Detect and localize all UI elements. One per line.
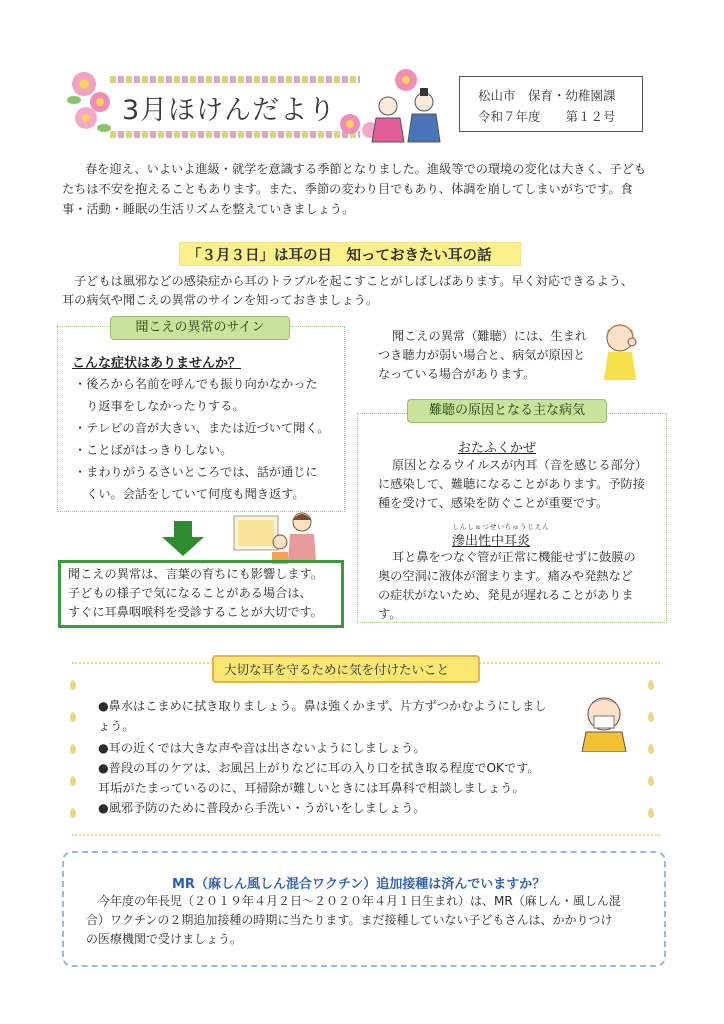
drop-decoration: [70, 680, 76, 690]
mr-line: 今年度の年長児（２０１９年４月２日～２０２０年４月１日生まれ）は、MR（麻しん・風しん混: [98, 894, 621, 908]
disease-line: の症状がないため、発見が遅れることがありま: [378, 588, 634, 602]
signs-question: こんな症状はありませんか？: [72, 356, 242, 371]
mr-line: の医療機関で受けましょう。: [86, 932, 243, 946]
child-watching-tv-icon: [230, 508, 322, 566]
disease-line: 耳と鼻をつなぐ管が正常に機能せずに鼓膜の: [392, 550, 636, 564]
drop-decoration: [70, 776, 76, 786]
ear-day-line: 子どもは風邪などの感染症から耳のトラブルを起こすことがしばしばあります。早く対応できるよう、: [74, 274, 634, 288]
intro-line: 春を迎え、いよいよ進級・就学を意識する季節となりました。進級等での環境の変化は大きく、子ども: [85, 162, 647, 176]
page-title: 3月ほけんだより: [122, 95, 337, 126]
intro-line: 事・活動・睡眠の生活リズムを整えていきましょう。: [62, 202, 355, 216]
care-line: ●鼻水はこまめに拭き取りましょう。鼻は強くかまず、片方ずつかむようにしまし: [98, 699, 547, 713]
signs-item: ・後ろから名前を呼んでも振り向かなかった: [74, 377, 318, 391]
ear-day-heading: 「３月３日」は耳の日 知っておきたい耳の話: [187, 248, 492, 264]
drop-decoration: [70, 712, 76, 722]
diseases-label: 難聴の原因となる主な病気: [407, 399, 607, 423]
drop-decoration: [648, 744, 654, 754]
signs-item: り返事をしなかったりする。: [74, 399, 245, 413]
signs-item: ・テレビの音が大きい、または近づいて聞く。: [74, 421, 330, 435]
disease-title: おたふくかぜ: [458, 441, 537, 456]
disease-ruby: しんしゅつせいちゅうじえん: [452, 523, 550, 531]
disease-line: に感染して、難聴になることがあります。予防接: [378, 477, 645, 491]
disease-line: 種を受けて、感染を防ぐことが重要です。: [378, 496, 609, 510]
disease-line: 奥の空洞に液体が溜まります。痛みや発熱など: [378, 569, 633, 583]
down-arrow-icon: [160, 521, 206, 557]
hearing-loss-line: 聞こえの異常（難聴）には、生まれ: [392, 329, 587, 343]
drop-decoration: [648, 680, 654, 690]
disease-line: 原因となるウイルスが内耳（音を感じる部分）: [392, 458, 648, 472]
signs-item: くい。会話をしていて何度も聞き返す。: [74, 487, 305, 501]
notice-line: すぐに耳鼻咽喉科を受診することが大切です。: [68, 605, 323, 619]
flower-decoration-left-icon: [64, 66, 120, 146]
care-line: ●普段の耳のケアは、お風呂上がりなどに耳の入り口を拭き取る程度でOKです。: [98, 761, 540, 775]
organization-name: 松山市 保育・幼稚園課: [478, 88, 616, 103]
hearing-loss-line: つき聴力が弱い場合と、病気が原因と: [378, 348, 586, 362]
signs-item: ・まわりがうるさいところでは、話が通じに: [74, 465, 318, 479]
issue-number: 令和７年度 第１２号: [478, 109, 616, 124]
drop-decoration: [648, 712, 654, 722]
title-band-bottom: [110, 131, 360, 138]
disease-title: 滲出性中耳炎: [452, 534, 531, 549]
notice-line: 聞こえの異常は、言葉の育ちにも影響します。: [68, 567, 323, 581]
title-band-top: [110, 76, 360, 83]
drop-decoration: [70, 808, 76, 818]
ear-day-line: 耳の病気や聞こえの異常のサインを知っておきましょう。: [62, 293, 379, 307]
child-blowing-nose-icon: [574, 690, 634, 752]
issue-info-box: [459, 76, 643, 132]
signs-item: ・ことばがはっきりしない。: [74, 443, 233, 457]
intro-line: たちは不安を抱えることもあります。また、季節の変わり目でもあり、体調を崩してしまいがちです。食: [62, 182, 633, 196]
notice-line: 子どもの様子で気になることがある場合は、: [68, 586, 312, 600]
child-touching-ear-icon: [596, 320, 644, 382]
hina-doll-icon: [336, 66, 448, 144]
care-line: ●耳の近くでは大きな声や音は出さないようにしましょう。: [98, 741, 426, 755]
care-line: ょう。: [98, 719, 135, 733]
care-line: 耳垢がたまっているのに、耳掃除が難しいときには耳鼻科で相談しましょう。: [98, 781, 525, 795]
drop-decoration: [648, 808, 654, 818]
care-line: ●風邪予防のために普段から手洗い・うがいをしましょう。: [98, 801, 426, 815]
drop-decoration: [70, 744, 76, 754]
care-heading: 大切な耳を守るために気を付けたいこと: [224, 662, 450, 677]
disease-line: す。: [378, 607, 402, 621]
signs-label: 聞こえの異常のサイン: [110, 316, 290, 340]
drop-decoration: [648, 776, 654, 786]
hearing-loss-line: なっている場合があります。: [378, 367, 536, 381]
mr-heading: MR（麻しん風しん混合ワクチン）追加接種は済んでいますか？: [172, 877, 546, 892]
mr-line: 合）ワクチンの２期追加接種の時期に当たります。まだ接種していない子どもさんは、かかりつけ: [86, 913, 613, 927]
